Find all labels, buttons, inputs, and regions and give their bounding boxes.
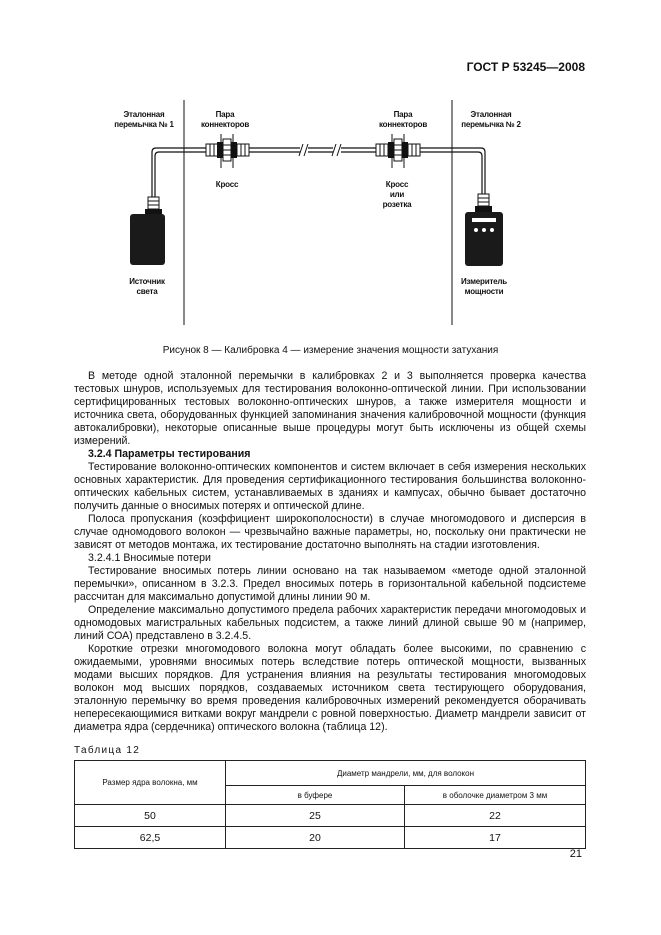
right-connector-pair	[376, 134, 420, 168]
table-row	[75, 805, 586, 827]
paragraph: Тестирование вносимых потерь линии основано на так называемом «методе одной эталонной перемычки», описанном в 3.2.3. Предел вносимых потерь в горизонтальной кабельной подсистеме рассчитан для максимально допустимой длины линии 90 м.	[74, 565, 586, 603]
table-caption: Таблица 12	[74, 745, 141, 756]
label-cross-right: Кросс или розетка	[382, 180, 412, 209]
body-text	[74, 370, 586, 734]
figure-calibration-4	[0, 0, 661, 340]
document-id: ГОСТ Р 53245—2008	[466, 60, 585, 74]
power-meter-button	[490, 228, 494, 232]
left-jumper-cable-bottom	[155, 152, 207, 198]
left-jumper-cable-top	[152, 148, 207, 198]
table-cell: 50	[75, 805, 226, 827]
table-header-mandrel-diameter: Диаметр мандрели, мм, для волокон	[226, 761, 586, 786]
table-row	[75, 827, 586, 849]
page-number: 21	[569, 848, 582, 860]
label-power-meter: Измеритель мощности	[460, 277, 508, 296]
label-ref-jumper-2: Эталонная перемычка № 2	[461, 110, 521, 129]
table-cell: 20	[226, 827, 405, 849]
power-meter-button	[482, 228, 486, 232]
power-meter-button	[474, 228, 478, 232]
table-header-buffered: в буфере	[226, 786, 405, 805]
label-light-source: Источник света	[129, 277, 165, 296]
power-meter-display	[472, 218, 496, 222]
paragraph: В методе одной эталонной перемычки в калибровках 2 и 3 выполняется проверка качества тестовых шнуров, используемых для тестирования волоконно-оптической линии. При использовании сертифицированных тестовых волоконно-оптических шнуров, а также измерителя мощности и источника света, оборудованных функцией запоминания значения калибровочной мощности (функция автокалибровки), некоторые описанные выше процедуры могут быть исключены из общей схемы измерений.	[74, 370, 586, 447]
paragraph: Короткие отрезки многомодового волокна могут обладать более высокими, по сравнению с ожидаемыми, уровнями вносимых потерь вследствие потерь оптической мощности, вызванных модами высших порядков. Для устранения влияния на результаты тестирования многомодовых волокон мод высших порядков, создаваемых источником света тестирующего оборудования, эталонную перемычку во время проведения калибровочных измерений рекомендуется оборачивать непересекающимися витками вокруг мандрели с ровной поверхностью. Диаметр мандрели зависит от диаметра ядра (сердечника) оптического волокна (таблица 12).	[74, 643, 586, 733]
paragraph: Определение максимально допустимого предела рабочих характеристик передачи многомодовых и одномодовых магистральных кабельных подсистем, а также линий длиной свыше 90 м (например, линий СОА) представлено в 3.2.4.5.	[74, 604, 586, 642]
figure-caption: Рисунок 8 — Калибровка 4 — измерение значения мощности затухания	[162, 345, 499, 356]
cable-break-right	[332, 144, 341, 156]
table-header-jacketed-3mm: в оболочке диаметром 3 мм	[405, 786, 586, 805]
paragraph: Полоса пропускания (коэффициент широкополосности) в случае многомодового и дисперсия в случае одномодового волокон — чрезвычайно важные параметры, но, поскольку они практически не зависят от методов монтажа, их тестирование достаточно выполнять на стадии изготовления.	[74, 513, 586, 551]
section-heading-3-2-4: 3.2.4 Параметры тестирования	[88, 448, 251, 460]
light-source-device	[130, 214, 165, 265]
label-ref-jumper-1: Эталонная перемычка № 1	[114, 110, 174, 129]
table-header-core-size: Размер ядра волокна, мм	[75, 761, 226, 805]
table-cell: 25	[226, 805, 405, 827]
table-cell: 17	[405, 827, 586, 849]
cable-break-left	[299, 144, 308, 156]
label-cross-left: Кросс	[215, 180, 239, 189]
right-jumper-cable-bottom	[420, 152, 482, 196]
table-12	[74, 760, 586, 849]
label-connector-pair-left: Пара коннекторов	[200, 110, 250, 129]
left-connector-pair	[206, 134, 249, 168]
label-connector-pair-right: Пара коннекторов	[378, 110, 428, 129]
section-heading-3-2-4-1: 3.2.4.1 Вносимые потери	[88, 552, 211, 564]
table-cell: 22	[405, 805, 586, 827]
calibration-diagram	[0, 0, 661, 340]
meter-port	[475, 206, 492, 212]
table-cell: 62,5	[75, 827, 226, 849]
paragraph: Тестирование волоконно-оптических компонентов и систем включает в себя измерения нескольких основных характеристик. Для проведения сертификационного тестирования большинства волоконно-оптических кабельных систем, устанавливаемых в зданиях и кампусах, обычно бывает достаточно получить данные о вносимых потерях и оптической длине.	[74, 461, 586, 512]
meter-connector	[478, 194, 489, 206]
source-connector	[148, 197, 159, 209]
